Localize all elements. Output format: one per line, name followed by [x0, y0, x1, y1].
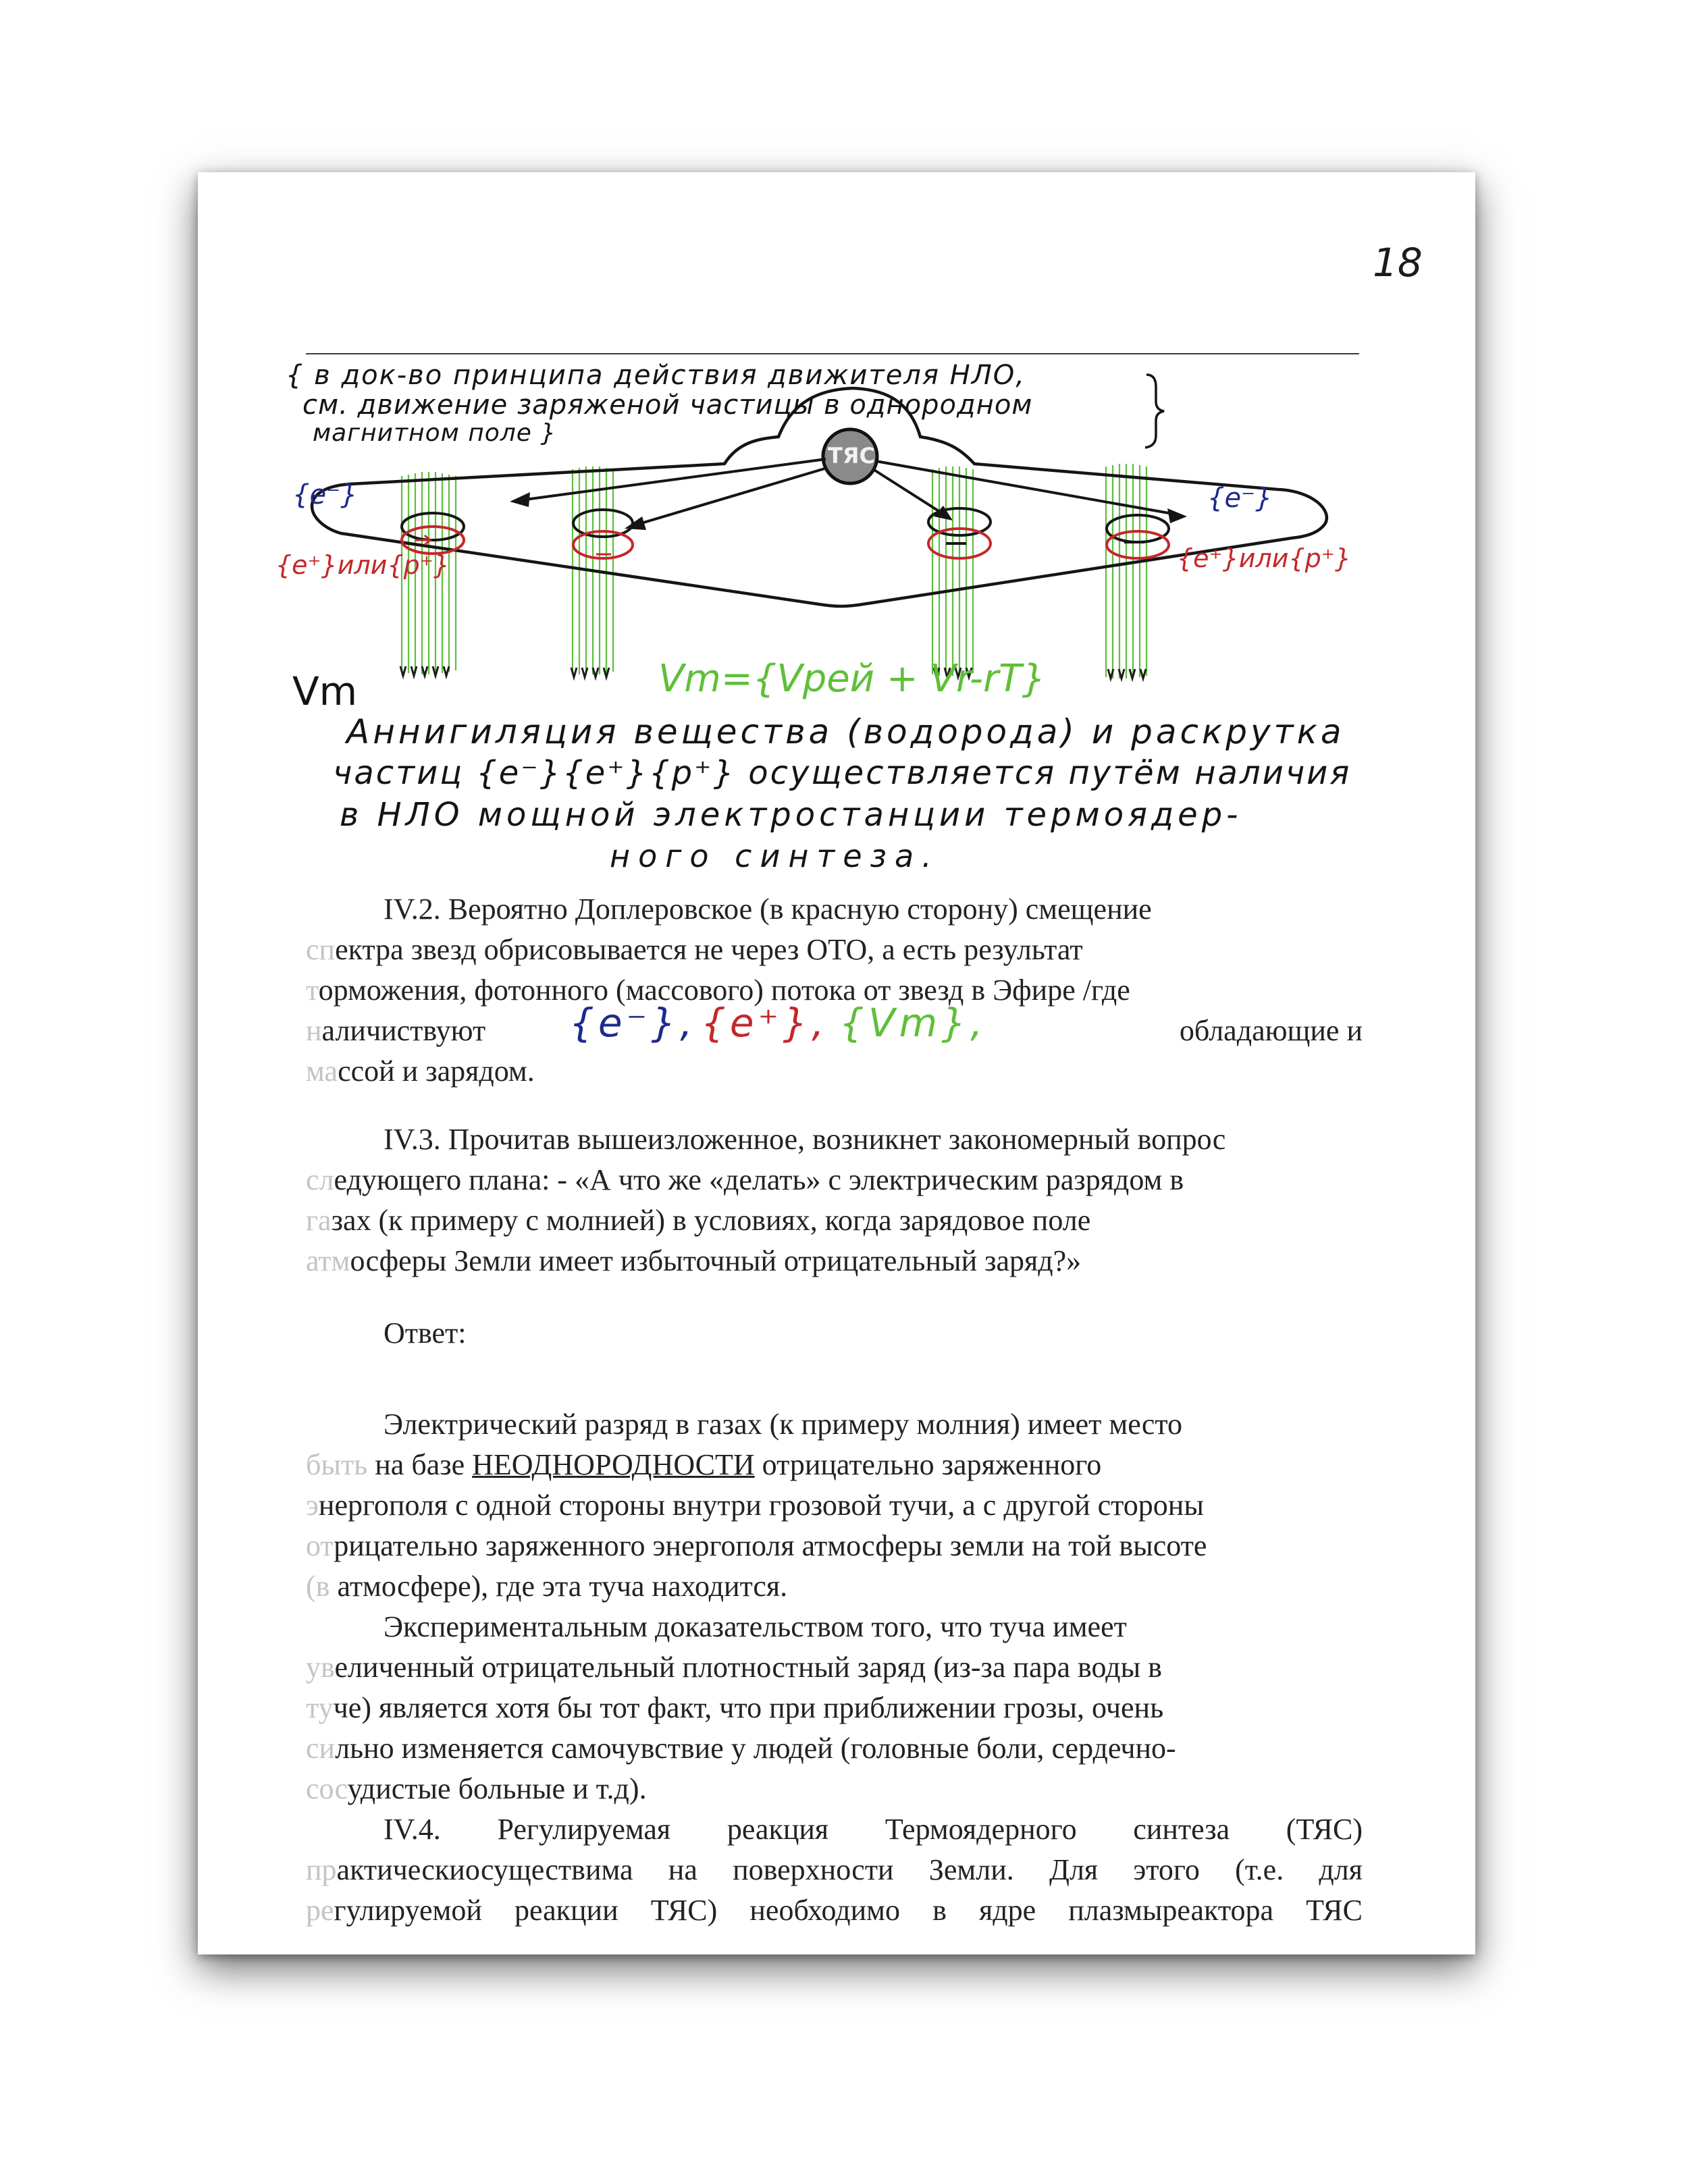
faded-text: атм — [306, 1244, 350, 1277]
faded-text: от — [306, 1529, 334, 1562]
faded-text: ре — [306, 1894, 334, 1927]
handwritten-vm-set: {Vm}, — [839, 1000, 987, 1046]
faded-text: си — [306, 1732, 336, 1765]
paragraph-iv-3 — [306, 1119, 1363, 1281]
text-line: IV.4. Регулируемая реакция Термоядерного синтеза (ТЯС) — [384, 1813, 1363, 1846]
faded-text: ту — [306, 1691, 334, 1724]
underlined-term: НЕОДНОРОДНОСТИ — [472, 1448, 755, 1481]
paragraph-evidence — [306, 1607, 1363, 1809]
text-line: аличиствуют — [321, 1014, 486, 1047]
text-line: IV.3. Прочитав вышеизложенное, возникнет закономерный вопрос — [384, 1123, 1226, 1156]
text-line: ектра звезд обрисовывается не через ОТО, а есть результат — [335, 933, 1083, 966]
text-line: орможения, фотонного (массового) потока от звезд в Эфире /где — [318, 974, 1130, 1007]
handwritten-electron-set: {e⁻}, — [569, 1000, 697, 1046]
faded-text: т — [306, 974, 319, 1007]
faded-text: га — [306, 1204, 332, 1237]
text-line: актическиосуществима на поверхности Земли. Для этого (т.е. для — [336, 1853, 1363, 1886]
text-line: еличенный отрицательный плотностный заряд (из-за пара воды в — [334, 1651, 1162, 1684]
text-line: льно изменяется самочувствие у людей (головные боли, сердечно- — [335, 1732, 1176, 1765]
answer-heading — [306, 1313, 1363, 1354]
faded-text: ма — [306, 1055, 338, 1088]
annihilation-note-line-2: частиц {e⁻}{e⁺}{p⁺} осуществляется путём наличия — [333, 754, 1352, 792]
paragraph-iv-2 — [306, 889, 1363, 1092]
text-line: на базе — [367, 1448, 473, 1481]
faded-text: сос — [306, 1772, 348, 1805]
field-column-3 — [932, 467, 973, 676]
document-page — [198, 172, 1475, 1954]
text-line: обладающие и — [1179, 1014, 1363, 1047]
text-line: че) является хотя бы тот факт, что при приближении грозы, очень — [333, 1691, 1164, 1724]
paragraph-iv-4 — [306, 1809, 1363, 1931]
rotor-4 — [1107, 515, 1169, 558]
text-line: рицательно заряженного энергополя атмосферы земли на той высоте — [334, 1529, 1207, 1562]
text-line: атмосфере), где эта туча находится. — [329, 1570, 788, 1603]
text-line: удистые больные и т.д). — [347, 1772, 647, 1805]
text-line: зах (к примеру с молнией) в условиях, когда зарядовое поле — [331, 1204, 1091, 1237]
handwritten-note-line-1: { в док-во принципа действия движителя НЛО, — [286, 360, 1026, 391]
text-line: нергополя с одной стороны внутри грозовой тучи, а с другой стороны — [318, 1489, 1204, 1522]
vm-formula: Vm={Vрей + Vr-rТ} — [658, 657, 1046, 701]
reactor-label: ТЯС — [828, 443, 875, 469]
text-line: осферы Земли имеет избыточный отрицательный заряд?» — [350, 1244, 1082, 1277]
paragraph-answer — [306, 1404, 1363, 1607]
ufo-diagram — [198, 172, 1475, 901]
label-electron-left: {e⁻} — [292, 479, 358, 510]
vm-symbol: Vm — [292, 668, 358, 714]
label-positron-left: {e⁺}или{p⁺} — [275, 550, 450, 580]
text-line: IV.2. Вероятно Доплеровское (в красную сторону) смещение — [384, 893, 1152, 926]
handwritten-positron-set: {e⁺}, — [701, 1000, 828, 1046]
annihilation-note-line-1: Аннигиляция вещества (водорода) и раскрутка — [346, 712, 1345, 751]
label-positron-right: {e⁺}или{p⁺} — [1177, 543, 1352, 573]
text-line: гулируемой реакции ТЯС) необходимо в ядре плазмыреактора ТЯС — [334, 1894, 1363, 1927]
page-number: 18 — [1373, 240, 1423, 286]
text-line: Экспериментальным доказательством того, что туча имеет — [384, 1610, 1127, 1643]
handwritten-note-line-2: см. движение заряженой частицы в однородном — [302, 390, 1033, 421]
annihilation-note-line-3: в НЛО мощной электростанции термоядер- — [340, 796, 1242, 834]
text-line: Ответ: — [384, 1316, 467, 1350]
faded-text: быть — [306, 1448, 368, 1481]
field-column-4 — [1106, 464, 1146, 678]
annihilation-note-line-4: ного синтеза. — [610, 838, 940, 874]
text-line: едующего плана: - «А что же «делать» с электрическим разрядом в — [334, 1163, 1184, 1196]
faded-text: сл — [306, 1163, 334, 1196]
faded-text: (в — [306, 1570, 330, 1603]
magnetic-field-lines — [402, 464, 1146, 678]
faded-text: пр — [306, 1853, 337, 1886]
label-electron-right: {e⁻} — [1207, 483, 1273, 514]
note-right-brace — [1145, 375, 1164, 448]
text-line: ссой и зарядом. — [338, 1055, 535, 1088]
faded-text: н — [306, 1014, 322, 1047]
faded-text: сп — [306, 933, 336, 966]
faded-text: э — [306, 1489, 319, 1522]
text-line: Электрический разряд в газах (к примеру молния) имеет место — [384, 1408, 1183, 1441]
faded-text: ув — [306, 1651, 335, 1684]
handwritten-note-line-3: магнитном поле } — [313, 419, 557, 447]
text-line: отрицательно заряженного — [754, 1448, 1102, 1481]
rotor-2 — [573, 510, 633, 558]
